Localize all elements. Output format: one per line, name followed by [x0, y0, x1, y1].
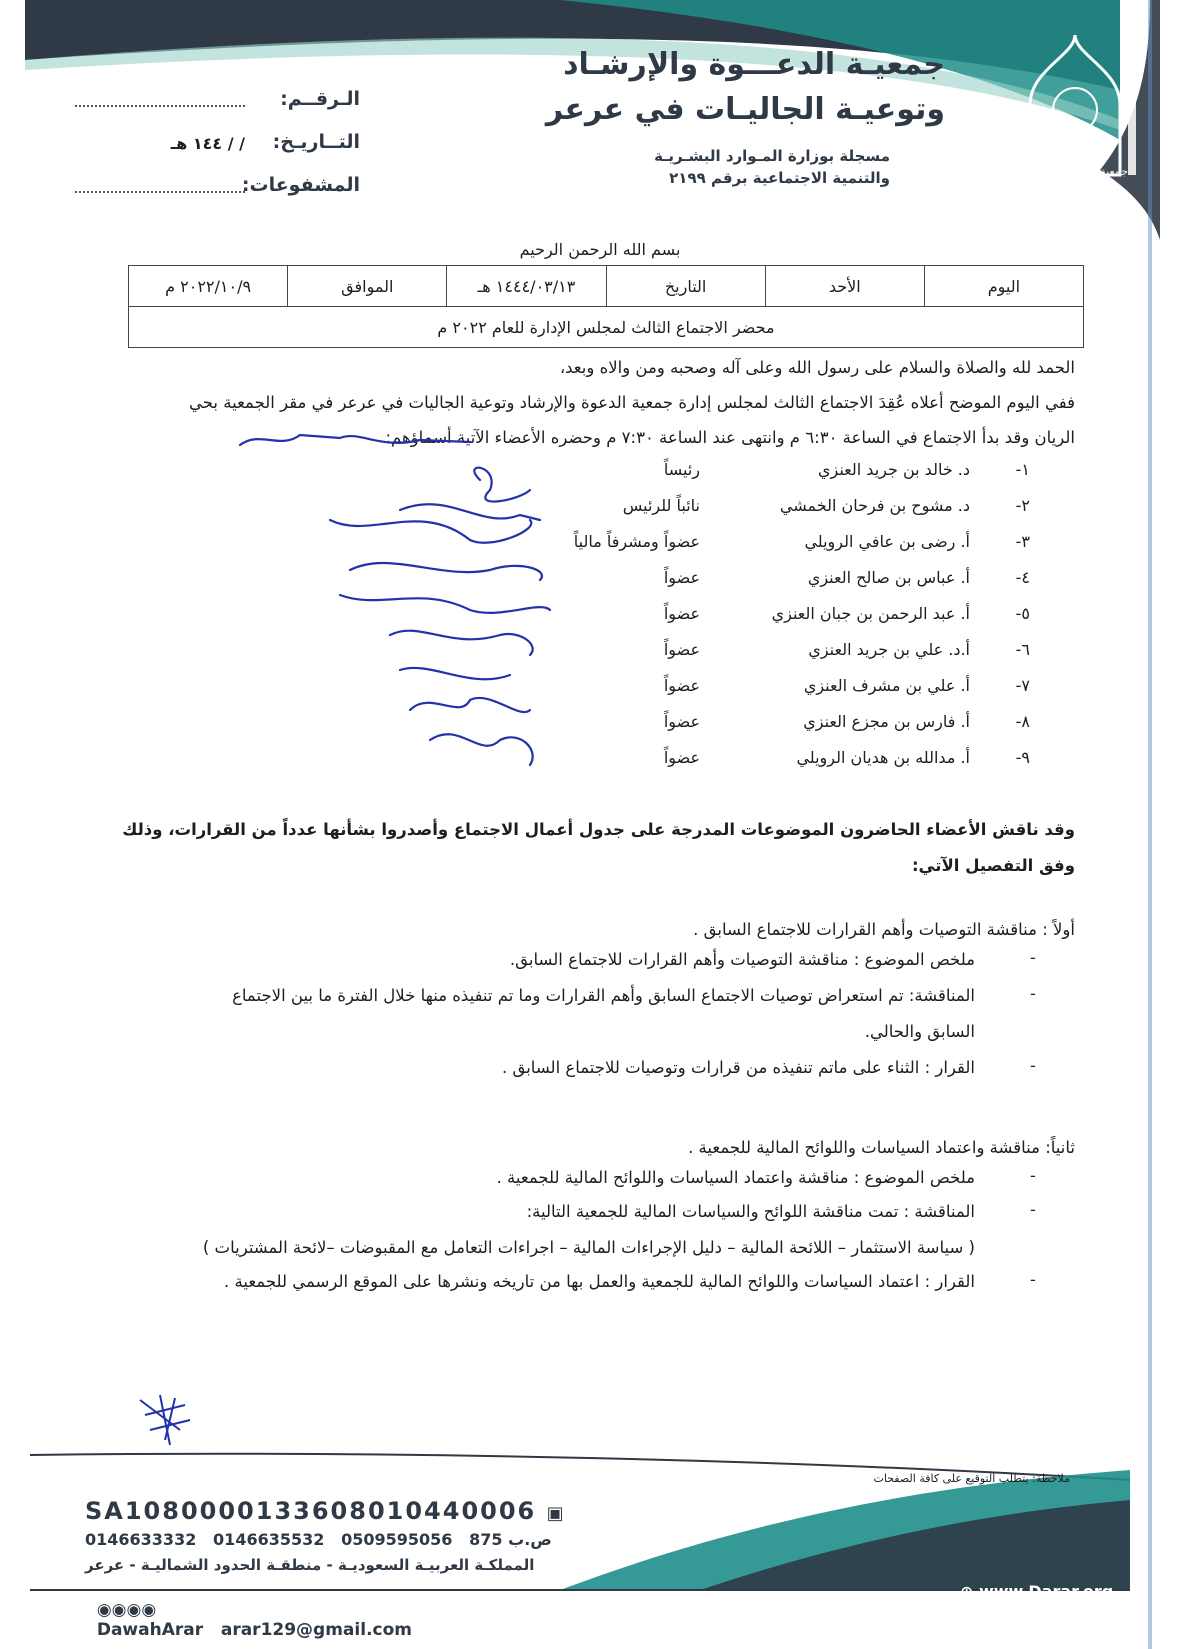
attachments-label: المشفوعات: [241, 174, 360, 196]
discussion-line1: وقد ناقش الأعضاء الحاضرون الموضوعات المدرجة على جدول أعمال الاجتماع وأصدروا بشأنها عدداً من القرارات، وذلك [122, 820, 1075, 839]
member-row [550, 532, 1030, 568]
member-name: أ. علي بن مشرف العنزي [803, 676, 970, 695]
bank-icon: ▣ [546, 1503, 566, 1524]
member-name: د. خالد بن جريد العنزي [817, 460, 970, 479]
section2-dash-1: - [1030, 1166, 1036, 1185]
hijri-date: ١٤٤٤/٠٣/١٣ هـ [447, 266, 606, 307]
org-reg-line2: والتنمية الاجتماعية برقم ٢١٩٩ [669, 169, 890, 187]
logo-text-line2: وتوعية الجاليات بعرعر [1026, 183, 1128, 196]
basmala: بسم الله الرحمن الرحيم [519, 240, 681, 259]
member-number: ٦- [1015, 640, 1030, 659]
member-name: أ. عبد الرحمن بن جبان العنزي [771, 604, 970, 623]
member-signatures [220, 420, 580, 820]
meeting-title: محضر الاجتماع الثالث لمجلس الإدارة للعام ٢٠٢٢ م [129, 307, 1084, 348]
date-label: التــاريـخ: [272, 131, 360, 153]
member-role: نائباً للرئيس [622, 496, 700, 515]
gregorian-date: ٢٠٢٢/١٠/٩ م [129, 266, 288, 307]
member-name: أ. فارس بن مجزع العنزي [803, 712, 970, 731]
org-logo [1010, 25, 1140, 205]
mosque-logo-icon [1010, 25, 1140, 205]
member-row [550, 712, 1030, 748]
section1-discussion-b: السابق والحالي. [864, 1022, 975, 1041]
member-number: ٨- [1015, 712, 1030, 731]
member-role: عضواً ومشرفاً مالياً [573, 532, 700, 551]
member-row [550, 676, 1030, 712]
org-reg-line1: مسجلة بوزارة المـوارد البشـريـة [654, 147, 890, 165]
intro-line1: الحمد لله والصلاة والسلام على رسول الله وعلى آله وصحبه ومن والاه وبعد، [559, 358, 1075, 377]
member-number: ٤- [1015, 568, 1030, 587]
info-table [128, 265, 1084, 348]
org-name-line1: جمعيـة الدعـــوة والإرشـاد [563, 47, 945, 82]
logo-text-line1: جمعية الدعوة والإرشاد [1025, 165, 1128, 178]
member-row [550, 640, 1030, 676]
member-number: ٩- [1015, 748, 1030, 767]
number-label: الـرقــم: [280, 88, 360, 110]
section1-decision: القرار : الثناء على ماتم تنفيذه من قرارات وتوصيات للاجتماع السابق . [501, 1058, 975, 1077]
number-field-line [75, 105, 245, 107]
members-list [0, 460, 1200, 780]
discussion-line2: وفق التفصيل الآتي: [911, 856, 1075, 875]
member-row [550, 568, 1030, 604]
section2-discussion: المناقشة : تمت مناقشة اللوائح والسياسات المالية للجمعية التالية: [526, 1202, 975, 1221]
website-text: www.Darar.org [978, 1582, 1114, 1601]
footer-iban [85, 1497, 566, 1525]
intro-line3: الريان وقد بدأ الاجتماع في الساعة ٦:٣٠ م وانتهى عند الساعة ٧:٣٠ م وحضره الأعضاء الآتية أسماؤهم: [385, 428, 1075, 447]
member-role: عضواً [663, 568, 700, 587]
intro-line2: ففي اليوم الموضح أعلاه عُقِدَ الاجتماع الثالث لمجلس إدارة جمعية الدعوة والإرشاد وتوعية الجاليات في عرعر في مقر الجمعية بحي [189, 393, 1075, 412]
section1-dash-3: - [1030, 1056, 1036, 1075]
social-icons: ◉◉◉◉ [96, 1600, 157, 1620]
member-name: أ.د. علي بن جريد العنزي [808, 640, 970, 659]
member-row [550, 496, 1030, 532]
section2-decision: القرار : اعتماد السياسات واللوائح المالية للجمعية والعمل بها من تاريخه ونشرها على الموقع الرسمي للجمعية . [224, 1272, 975, 1291]
member-row [550, 748, 1030, 784]
footer-social [85, 1580, 412, 1640]
member-role: عضواً [663, 604, 700, 623]
member-name: أ. رضى بن عافي الرويلي [804, 532, 970, 551]
section1-dash-1: - [1030, 948, 1036, 967]
day-value: الأحد [765, 266, 924, 307]
section2-dash-3: - [1030, 1270, 1036, 1289]
member-role: عضواً [663, 676, 700, 695]
member-name: أ. عباس بن صالح العنزي [807, 568, 970, 587]
member-number: ٢- [1015, 496, 1030, 515]
section1-title: أولاً : مناقشة التوصيات وأهم القرارات للاجتماع السابق . [693, 920, 1075, 939]
member-name: أ. مدالله بن هديان الرويلي [796, 748, 970, 767]
member-role: عضواً [663, 712, 700, 731]
member-number: ٧- [1015, 676, 1030, 695]
member-role: عضواً [663, 748, 700, 767]
social-text: DawahArar arar129@gmail.com [96, 1620, 412, 1640]
section1-summary: ملخص الموضوع : مناقشة التوصيات وأهم القرارات للاجتماع السابق. [509, 950, 975, 969]
section2-title: ثانياً: مناقشة واعتماد السياسات واللوائح المالية للجمعية . [688, 1138, 1075, 1157]
member-number: ٣- [1015, 532, 1030, 551]
member-row [550, 604, 1030, 640]
member-role: عضواً [663, 640, 700, 659]
day-label: اليوم [924, 266, 1083, 307]
member-number: ١- [1015, 460, 1030, 479]
corresponding-label: الموافق [288, 266, 447, 307]
footer-address: المملكـة العربيـة السعوديـة - منطقـة الحدود الشماليـة - عرعر [85, 1556, 535, 1574]
footer-phones: ص.ب 875 0509595056 0146635532 0146633332 [85, 1530, 552, 1549]
section2-dash-2: - [1030, 1200, 1036, 1219]
iban-text: SA1080000133608010440006 [85, 1497, 537, 1525]
globe-icon: ⊕ [960, 1582, 974, 1601]
member-role: رئيساً [663, 460, 700, 479]
member-number: ٥- [1015, 604, 1030, 623]
section2-summary: ملخص الموضوع : مناقشة واعتماد السياسات واللوائح المالية للجمعية . [496, 1168, 975, 1187]
footer-note: ملاحظة: يتطلب التوقيع على كافة الصفحات [873, 1472, 1070, 1485]
section1-discussion-a: المناقشة: تم استعراض توصيات الاجتماع السابق وأهم القرارات وما تم تنفيذه منها خلال الفترة ما بين الاجتماع [232, 986, 975, 1005]
attachments-field-line [75, 191, 245, 193]
section1-dash-2: - [1030, 984, 1036, 1003]
date-label-cell: التاريخ [606, 266, 765, 307]
section2-list: ( سياسة الاستثمار – اللائحة المالية – دليل الإجراءات المالية – اجراءات التعامل مع المقبوضات –لائحة المشتريات ) [202, 1238, 975, 1257]
member-name: د. مشوح بن فرحان الخمشي [779, 496, 970, 515]
org-name-line2: وتوعيـة الجاليـات في عرعر [545, 92, 945, 127]
footer-website[interactable] [960, 1582, 1113, 1601]
member-row [550, 460, 1030, 496]
date-field-value: / / ١٤٤ هـ [170, 134, 245, 153]
